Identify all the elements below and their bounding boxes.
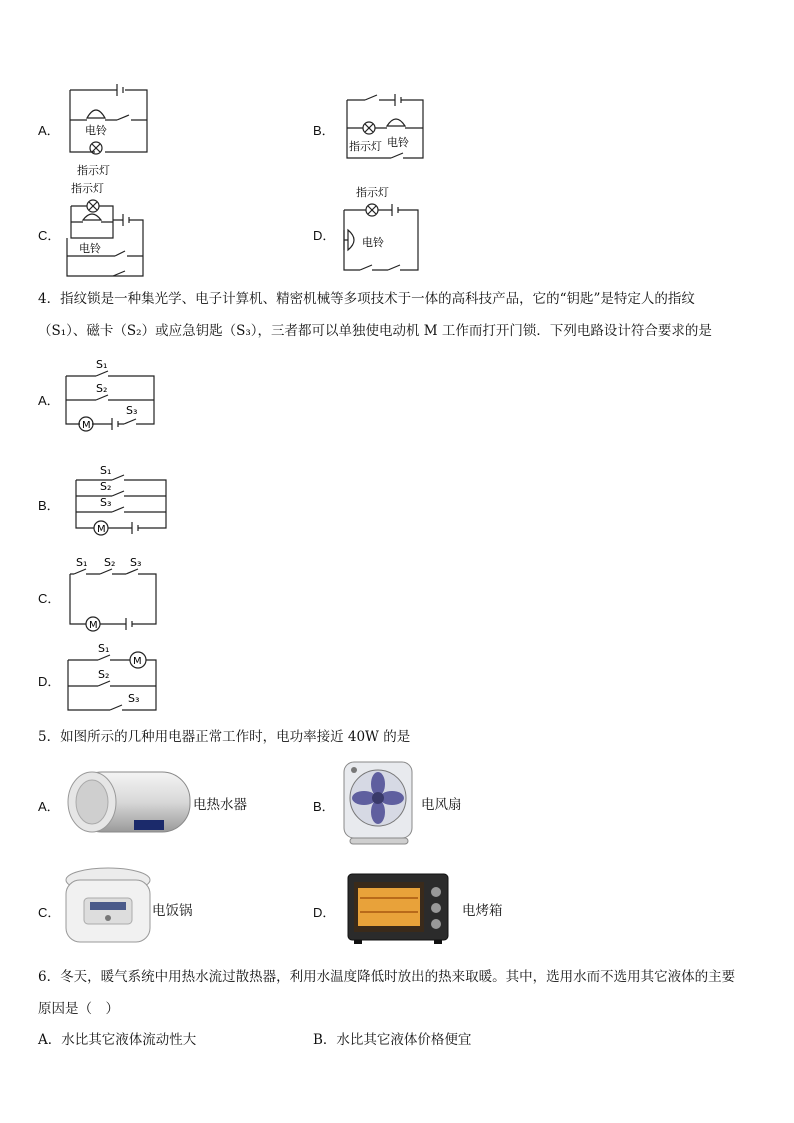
option-b-label: B． [313, 123, 335, 138]
q4-circuit-c [66, 552, 166, 637]
lamp-label: 指示灯 [77, 164, 110, 177]
option-d-label: D． [313, 228, 336, 243]
q3-circuit-a [65, 82, 155, 177]
s1-label: S₁ [100, 464, 112, 477]
q5-option-c-label: C． [38, 905, 61, 920]
q4-circuit-d [64, 640, 164, 720]
s2-label: S₂ [98, 668, 110, 681]
s1-label: S₁ [76, 556, 88, 569]
q5-option-a-label: A． [38, 799, 60, 814]
option-c-label: C． [38, 228, 61, 243]
q3-circuit-c [65, 180, 150, 280]
q6-option-a: A．水比其它液体流动性大 [38, 1032, 197, 1048]
lamp-label: 指示灯 [356, 186, 389, 199]
motor-label: M [89, 620, 98, 631]
q6-option-b: B．水比其它液体价格便宜 [313, 1032, 472, 1048]
q4-stem-line2: （S₁）、磁卡（S₂）或应急钥匙（S₃），三者都可以单独使电动机 M 工作而打开门锁．下列电路设计符合要求的是 [38, 323, 712, 339]
q4-stem-line1: 4．指纹锁是一种集光学、电子计算机、精密机械等多项技术于一体的高科技产品，它的“钥匙”是特定人的指纹 [38, 291, 695, 307]
q3-circuit-d [340, 184, 425, 274]
bell-label: 电铃 [85, 124, 107, 137]
lamp-label: 指示灯 [71, 182, 104, 195]
bell-label: 电铃 [387, 136, 409, 149]
q3-circuit-b [345, 88, 425, 160]
s1-label: S₁ [96, 358, 108, 371]
q5-stem: 5．如图所示的几种用电器正常工作时，电功率接近 40W 的是 [38, 729, 411, 745]
q5-option-c-name: 电饭锅 [152, 903, 193, 919]
s3-label: S₃ [130, 556, 142, 569]
s3-label: S₃ [128, 692, 140, 705]
s3-label: S₃ [126, 404, 138, 417]
q4-circuit-b [66, 462, 176, 542]
s2-label: S₂ [100, 480, 112, 493]
motor-label: M [82, 420, 91, 431]
q6-stem-line2: 原因是（ ） [38, 1001, 119, 1017]
q4-circuit-a [62, 356, 162, 436]
s3-label: S₃ [100, 496, 112, 509]
option-a-label: A． [38, 123, 60, 138]
bell-label: 电铃 [79, 242, 101, 255]
q5-option-b-name: 电风扇 [421, 797, 462, 813]
q4-option-b-label: B． [38, 498, 60, 513]
s2-label: S₂ [96, 382, 108, 395]
q5-option-d-name: 电烤箱 [462, 903, 503, 919]
q5-option-d-label: D． [313, 905, 336, 920]
q5-option-a-name: 电热水器 [193, 797, 247, 813]
s2-label: S₂ [104, 556, 116, 569]
q6-stem-line1: 6．冬天，暖气系统中用热水流过散热器，利用水温度降低时放出的热来取暖。其中，选用水而不选用其它液体的主要 [38, 969, 736, 985]
oven-image [346, 872, 450, 946]
s1-label: S₁ [98, 642, 110, 655]
q5-option-b-label: B． [313, 799, 335, 814]
bell-label: 电铃 [362, 236, 384, 249]
q4-option-c-label: C． [38, 591, 61, 606]
water-heater-image [62, 768, 194, 836]
motor-label: M [133, 656, 142, 667]
q4-option-d-label: D． [38, 674, 61, 689]
fan-image [340, 758, 418, 848]
motor-label: M [97, 524, 106, 535]
q4-option-a-label: A． [38, 393, 60, 408]
rice-cooker-image [62, 866, 154, 950]
lamp-label: 指示灯 [349, 140, 382, 153]
